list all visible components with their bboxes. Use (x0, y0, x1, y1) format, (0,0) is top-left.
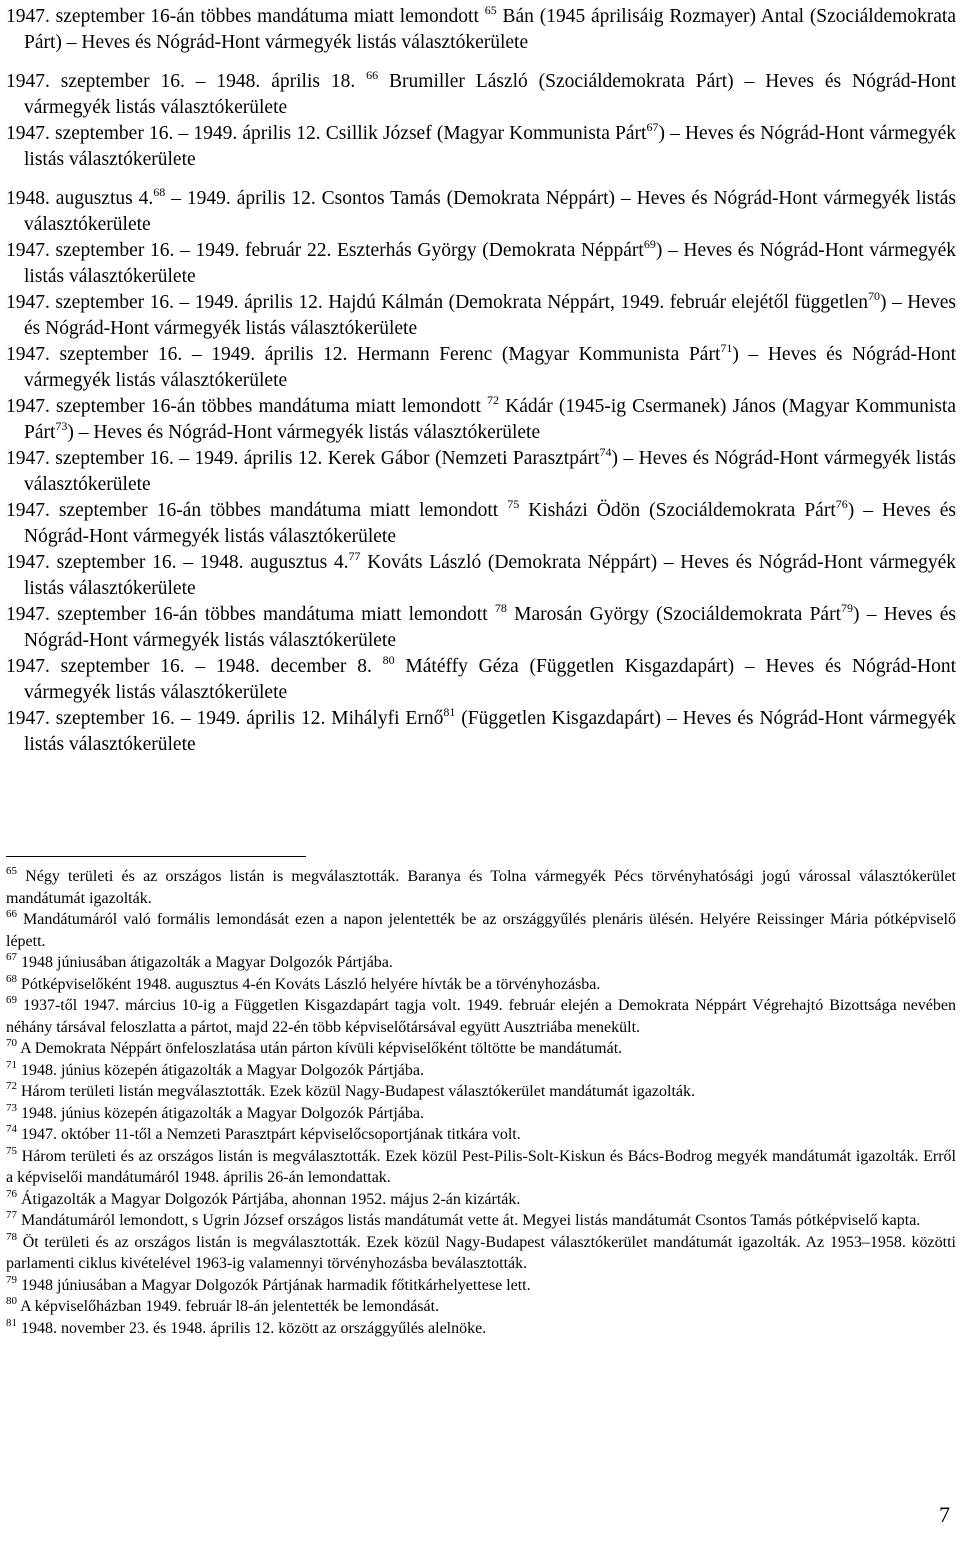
footnote (6, 1124, 956, 1146)
footnote-text: Átigazolták a Magyar Dolgozók Pártjába, ahonnan 1952. május 2-án kizárták. (17, 1190, 521, 1208)
footnote-ref[interactable]: 66 (366, 68, 379, 82)
footnote-number: 74 (6, 1123, 17, 1135)
footnote (6, 1296, 956, 1318)
list-item (6, 342, 956, 394)
list-item (6, 290, 956, 342)
footnote-number: 66 (6, 908, 17, 920)
footnote (6, 974, 956, 996)
list-item (6, 394, 956, 446)
entry-text: 1947. szeptember 16. – 1948. április 18. (6, 71, 367, 92)
footnote-number: 65 (6, 865, 17, 877)
footnote-number: 73 (6, 1101, 17, 1114)
footnote-text: A képviselőházban 1949. február l8-án jelentették be lemondását. (17, 1298, 440, 1315)
footnote-separator (6, 856, 306, 857)
entry-text: 1947. szeptember 16-án többes mandátuma miatt lemondott (6, 500, 508, 521)
entry-text: 1947. szeptember 16-án többes mandátuma miatt lemondott (6, 604, 495, 625)
entry-text: Bán (1945 áprilisáig Rozmayer) Antal (Szociáldemokrata Párt) – Heves és Nógrád-Hont vármegyék listás választókerülete (24, 6, 957, 53)
list-item (6, 446, 956, 498)
entry-text: 1947. szeptember 16. – 1949. február 22. Eszterhás György (Demokrata Néppárt (6, 240, 644, 261)
footnote-ref[interactable]: 81 (443, 705, 456, 719)
entry-text: ) – Heves és Nógrád-Hont vármegyék listás választókerülete (24, 123, 956, 170)
list-item (6, 238, 956, 290)
footnote-ref[interactable]: 67 (646, 120, 659, 134)
entry-text: – 1949. április 12. Csontos Tamás (Demokrata Néppárt) – Heves és Nógrád-Hont vármegyék listás választókerülete (24, 188, 957, 235)
entry-text: ) – Heves és Nógrád-Hont vármegyék listás választókerülete (24, 604, 956, 651)
footnote-text: 1948. november 23. és 1948. április 12. között az országgyűlés alelnöke. (17, 1319, 487, 1337)
footnote-number: 79 (6, 1273, 17, 1286)
footnote-text: Három területi listán megválasztották. Ezek közül Nagy-Budapest választókerület mandátumát igazolták. (17, 1083, 695, 1100)
footnote-ref[interactable]: 74 (599, 445, 612, 459)
entry-text: ) – Heves és Nógrád-Hont vármegyék listás választókerülete (24, 292, 956, 339)
entry-text: 1947. szeptember 16. – 1949. április 12. Kerek Gábor (Nemzeti Parasztpárt (6, 448, 600, 469)
footnote-ref[interactable]: 80 (382, 653, 395, 667)
footnote-ref[interactable]: 76 (835, 497, 848, 511)
list-item (6, 706, 956, 758)
entry-text: 1947. szeptember 16-án többes mandátuma miatt lemondott (6, 396, 487, 417)
entry-text: (Független Kisgazdapárt) – Heves és Nógrád-Hont vármegyék listás választókerülete (24, 708, 956, 755)
footnote (6, 995, 956, 1038)
entry-text: ) – Heves és Nógrád-Hont vármegyék listás választókerülete (24, 500, 957, 547)
entry-text: 1947. szeptember 16. – 1949. április 12. Hermann Ferenc (Magyar Kommunista Párt (6, 344, 721, 365)
footnote-text: 1947. október 11-től a Nemzeti Parasztpárt képviselőcsoportjának titkára volt. (17, 1126, 521, 1143)
entry-text: 1947. szeptember 16. – 1948. augusztus 4. (6, 552, 349, 573)
list-item (6, 121, 956, 173)
list-item (6, 654, 956, 706)
entry-text: Mátéffy Géza (Független Kisgazdapárt) – Heves és Nógrád-Hont vármegyék listás választókerülete (24, 656, 957, 703)
footnote-ref[interactable]: 72 (487, 393, 499, 407)
footnote-ref[interactable]: 75 (507, 497, 520, 511)
list-item (6, 498, 956, 550)
footnote (6, 1189, 956, 1211)
footnote-number: 75 (6, 1144, 17, 1157)
footnote (6, 1210, 956, 1232)
entry-text: 1947. szeptember 16. – 1948. december 8. (6, 656, 383, 677)
footnote-ref[interactable]: 69 (643, 237, 656, 251)
footnote-number: 81 (6, 1316, 17, 1329)
footnote (6, 952, 956, 974)
footnote-text: 1948. június közepén átigazolták a Magyar Dolgozók Pártjába. (17, 1061, 424, 1079)
footnote-ref[interactable]: 78 (494, 601, 507, 615)
footnote-text: 1948 júniusában átigazolták a Magyar Dolgozók Pártjába. (17, 954, 393, 971)
entry-text: 1947. szeptember 16. – 1949. április 12. Csillik József (Magyar Kommunista Párt (6, 123, 647, 144)
footnote-number: 70 (6, 1037, 17, 1049)
footnote (6, 1232, 956, 1275)
footnote-ref[interactable]: 65 (484, 3, 497, 17)
entry-text: ) – Heves és Nógrád-Hont vármegyék listás választókerülete (67, 422, 541, 443)
footnotes (6, 866, 956, 1339)
entry-text: 1947. szeptember 16. – 1949. április 12. Mihályfi Ernő (6, 708, 444, 729)
footnote-text: Mandátumáról való formális lemondását ezen a napon jelentették be az országgyűlés plenáris ülésén. Helyére Reissinger Mária pótképviselő lépett. (6, 911, 956, 950)
footnote (6, 1103, 956, 1125)
footnote-ref[interactable]: 73 (55, 419, 68, 433)
footnote-ref[interactable]: 77 (348, 549, 361, 563)
footnote (6, 909, 956, 952)
footnote-number: 78 (6, 1230, 17, 1243)
entry-text: 1947. szeptember 16. – 1949. április 12. Hajdú Kálmán (Demokrata Néppárt, 1949. február elejétől független (6, 292, 869, 313)
list-item (6, 69, 956, 121)
list-item (6, 186, 956, 238)
footnote-ref[interactable]: 68 (153, 185, 166, 199)
footnote-text: Mandátumáról lemondott, s Ugrin József országos listás mandátumát vette át. Megyei listás mandátumát Csontos Tamás pótképviselő kapta. (17, 1212, 921, 1229)
footnote-number: 71 (6, 1058, 17, 1071)
entry-text: Marosán György (Szociáldemokrata Párt (506, 604, 841, 625)
footnote-number: 77 (6, 1209, 17, 1221)
footnote-number: 76 (6, 1187, 17, 1200)
footnote-number: 67 (6, 951, 17, 963)
list-item (6, 550, 956, 602)
page-number: 7 (939, 1502, 950, 1527)
footnote-text: 1937-től 1947. március 10-ig a Független Kisgazdapárt tagja volt. 1949. február elején a Demokrata Néppárt Végrehajtó Bizottsága nevében néhány társával feloszlatta a pártot, majd 22-én több képviselőtársával együtt Ausztriába menekült. (6, 997, 956, 1036)
footnote-number: 69 (6, 994, 17, 1006)
footnote-ref[interactable]: 79 (841, 601, 853, 615)
footnote (6, 1275, 956, 1297)
list-item (6, 602, 956, 654)
entry-text: Kádár (1945-ig Csermanek) János (Magyar Kommunista Párt (24, 396, 956, 443)
footnote (6, 866, 956, 909)
footnote-text: 1948 júniusában a Magyar Dolgozók Pártjának harmadik főtitkárhelyettese lett. (17, 1276, 531, 1294)
footnote-text: A Demokrata Néppárt önfeloszlatása után párton kívüli képviselőként töltötte be mandátumát. (17, 1040, 623, 1057)
footnote-number: 80 (6, 1295, 17, 1307)
footnote-text: Öt területi és az országos listán is megválasztották. Ezek közül Nagy-Budapest választókerület mandátumát igazolták. Az 1953–1958. közötti parlamenti ciklus kivételével 1963-ig valamennyi törvényhozásba beválasztották. (6, 1233, 956, 1272)
footnote (6, 1060, 956, 1082)
entry-text: Kováts László (Demokrata Néppárt) – Heves és Nógrád-Hont vármegyék listás választókerülete (24, 552, 956, 599)
footnote-text: Három területi és az országos listán is megválasztották. Ezek közül Pest-Pilis-Solt-Kiskun és Bács-Bodrog megyék mandátumát igazolták. Erről a képviselői mandátumáról 1948. április 26-án lemondattak. (6, 1147, 956, 1186)
entry-text: ) – Heves és Nógrád-Hont vármegyék listás választókerülete (24, 448, 956, 495)
entry-text: 1948. augusztus 4. (6, 188, 154, 209)
entry-text: ) – Heves és Nógrád-Hont vármegyék listás választókerülete (24, 240, 956, 287)
footnote (6, 1081, 956, 1103)
footnote-text: Négy területi és az országos listán is megválasztották. Baranya és Tolna vármegyék Pécs törvényhatósági jogú várossal választókerület mandátumát igazolták. (6, 868, 956, 907)
entry-text: 1947. szeptember 16-án többes mandátuma miatt lemondott (6, 6, 485, 27)
footnote-ref[interactable]: 70 (868, 289, 881, 303)
entry-text: ) – Heves és Nógrád-Hont vármegyék listás választókerülete (24, 344, 956, 391)
footnote (6, 1318, 956, 1340)
footnote-number: 72 (6, 1080, 17, 1092)
list-item (6, 4, 956, 56)
footnote-ref[interactable]: 71 (720, 341, 733, 355)
footnote-text: 1948. június közepén átigazolták a Magyar Dolgozók Pártjába. (17, 1104, 424, 1122)
footnote-text: Pótképviselőként 1948. augusztus 4-én Kováts László helyére hívták be a törvényhozásba. (17, 975, 601, 993)
footnote-number: 68 (6, 972, 17, 985)
entry-text: Kisházi Ödön (Szociáldemokrata Párt (519, 500, 836, 521)
footnote (6, 1146, 956, 1189)
footnote (6, 1038, 956, 1060)
entry-text: Brumiller László (Szociáldemokrata Párt) – Heves és Nógrád-Hont vármegyék listás választókerülete (24, 71, 956, 118)
representative-list (6, 4, 956, 758)
